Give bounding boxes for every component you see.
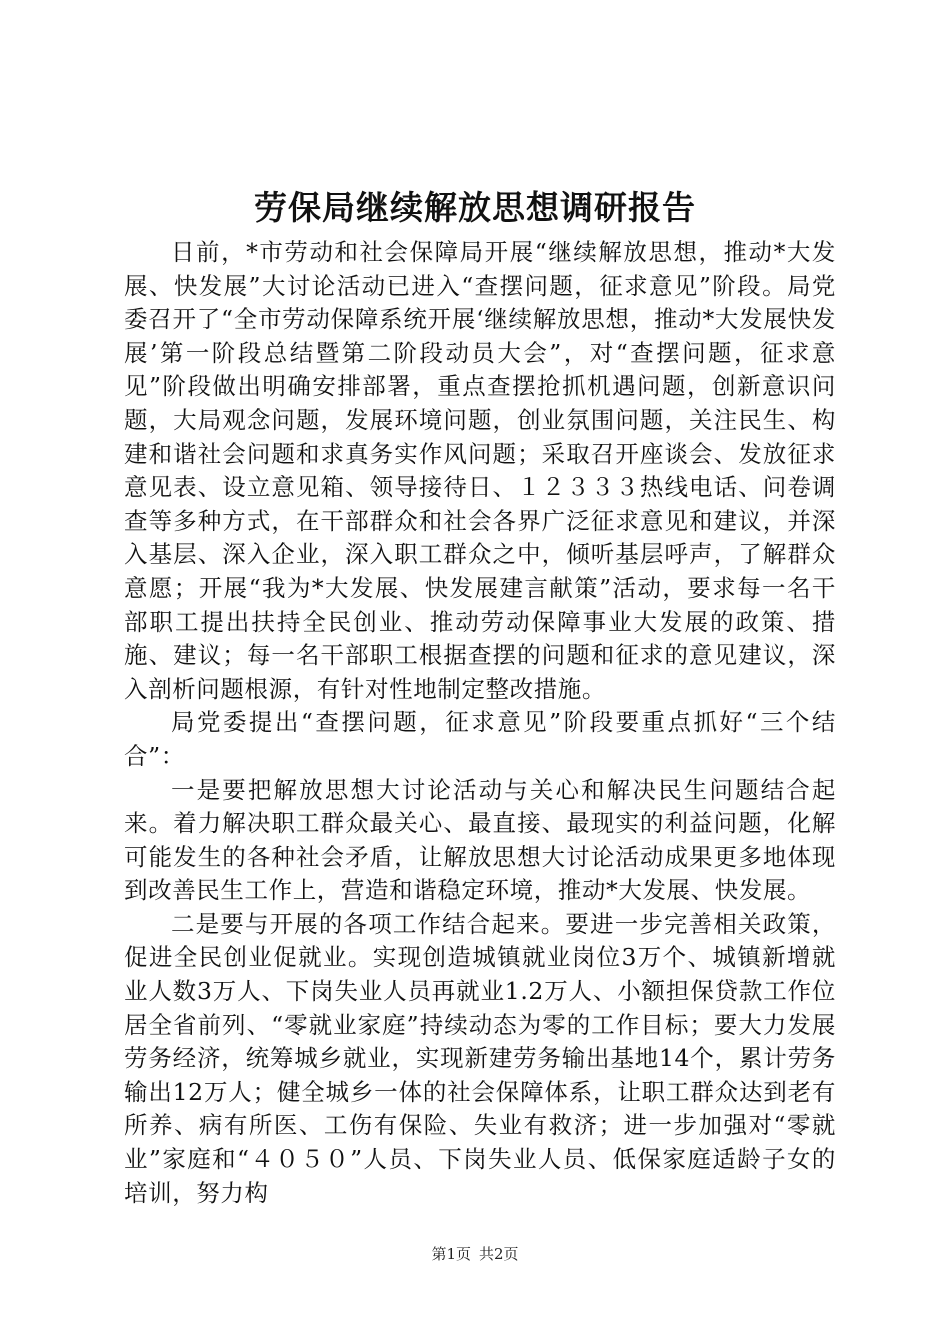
paragraph-three-combinations: 局党委提出“查摆问题，征求意见”阶段要重点抓好“三个结合”： bbox=[124, 708, 836, 770]
document-body bbox=[124, 236, 836, 1210]
paragraph-point-two: 二是要与开展的各项工作结合起来。要进一步完善相关政策，促进全民创业促就业。实现创造城镇就业岗位3万个、城镇新增就业人数3万人、下岗失业人员再就业1.2万人、小额担保贷款工作位居全省前列、“零就业家庭”持续动态为零的工作目标；要大力发展劳务经济，统筹城乡就业，实现新建劳务输出基地14个，累计劳务输出12万人；健全城乡一体的社会保障体系，让职工群众达到老有所养、病有所医、工伤有保险、失业有救济；进一步加强对“零就业”家庭和“４０５０”人员、下岗失业人员、低保家庭适龄子女的培训，努力构 bbox=[124, 909, 836, 1207]
page-number-current: 第1页 bbox=[431, 1245, 471, 1263]
paragraph-intro: 日前，*市劳动和社会保障局开展“继续解放思想，推动*大发展、快发展”大讨论活动已进入“查摆问题，征求意见”阶段。局党委召开了“全市劳动保障系统开展‘继续解放思想，推动*大发展快发展’第一阶段总结暨第二阶段动员大会”，对“查摆问题，征求意见”阶段做出明确安排部署，重点查摆抢抓机遇问题，创新意识问题，大局观念问题，发展环境问题，创业氛围问题，关注民生、构建和谐社会问题和求真务实作风问题；采取召开座谈会、发放征求意见表、设立意见箱、领导接待日、１２３３３热线电话、问卷调查等多种方式，在干部群众和社会各界广泛征求意见和建议，并深入基层、深入企业，深入职工群众之中，倾听基层呼声，了解群众意愿；开展“我为*大发展、快发展建言献策”活动，要求每一名干部职工提出扶持全民创业、推动劳动保障事业大发展的政策、措施、建议；每一名干部职工根据查摆的问题和征求的意见建议，深入剖析问题根源，有针对性地制定整改措施。 bbox=[124, 238, 836, 703]
paragraph-point-one: 一是要把解放思想大讨论活动与关心和解决民生问题结合起来。着力解决职工群众最关心、最直接、最现实的利益问题，化解可能发生的各种社会矛盾，让解放思想大讨论活动成果更多地体现到改善民生工作上，营造和谐稳定环境，推动*大发展、快发展。 bbox=[124, 775, 836, 905]
page-footer bbox=[0, 1244, 950, 1264]
document-title: 劳保局继续解放思想调研报告 bbox=[254, 188, 696, 227]
page-number-total: 共2页 bbox=[479, 1245, 519, 1263]
